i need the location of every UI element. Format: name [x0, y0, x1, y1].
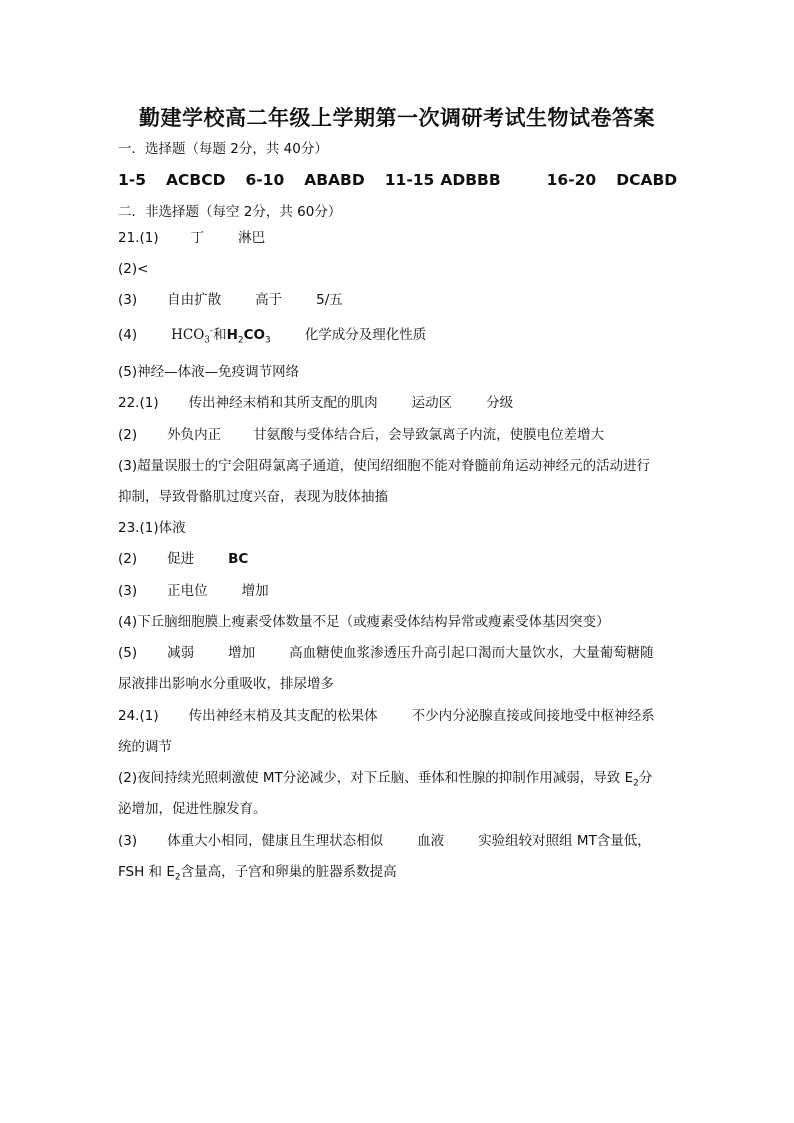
mc-answers: ADBBB — [440, 171, 501, 189]
answer-line: (2)< — [118, 261, 149, 277]
answer-text: 高于 — [255, 292, 283, 308]
answer-text: 分级 — [486, 395, 514, 411]
answer-text: 增加 — [241, 583, 269, 599]
answer-line — [118, 706, 655, 726]
answer-line — [118, 581, 269, 601]
question-number: (2) — [118, 427, 138, 443]
answer-text: 传出神经末梢和其所支配的肌肉 — [188, 395, 378, 411]
mc-answers: DCABD — [616, 171, 678, 189]
subscript: 2 — [633, 778, 639, 789]
question-number: 22.(1) — [118, 395, 159, 411]
mc-answers: ABABD — [304, 171, 365, 189]
question-number: (3) — [118, 292, 138, 308]
page-title: 勤建学校高二年级上学期第一次调研考试生物试卷答案 — [139, 106, 655, 130]
answer-line — [118, 549, 248, 569]
question-number: (3) — [118, 833, 138, 849]
formula-co: CO — [243, 327, 266, 343]
answer-line: (3)超量误服士的宁会阻碍氯离子通道，使闰绍细胞不能对脊髓前角运动神经元的活动进行 — [118, 458, 651, 474]
answer-text: 增加 — [228, 645, 256, 661]
answer-line — [118, 228, 265, 248]
mc-range: 6-10 — [245, 171, 285, 189]
answer-text: 运动区 — [411, 395, 453, 411]
subscript: 3 — [265, 335, 271, 346]
answer-text: 体重大小相同，健康且生理状态相似 — [167, 833, 384, 849]
answer-text: 化学成分及理化性质 — [304, 327, 427, 343]
answer-text: 高血糖使血浆渗透压升高引起口渴而大量饮水，大量葡萄糖随 — [289, 645, 654, 661]
answer-text: 淋巴 — [238, 230, 266, 246]
question-number: (5) — [118, 645, 138, 661]
answer-line — [118, 862, 397, 882]
mc-range: 16-20 — [546, 171, 597, 189]
answer-text: 正电位 — [167, 583, 208, 599]
section-2-heading: 二．非选择题（每空 2分，共 60分） — [118, 204, 342, 220]
mc-answer-row — [118, 170, 677, 190]
answer-line: 统的调节 — [118, 739, 172, 755]
question-number: (3) — [118, 583, 138, 599]
answer-line — [118, 831, 651, 851]
question-number: 21.(1) — [118, 230, 159, 246]
answer-text: 自由扩散 — [167, 292, 222, 308]
subscript: 2 — [174, 872, 181, 883]
answer-text: 甘氨酸与受体结合后，会导致氯离子内流，使膜电位差增大 — [253, 427, 605, 443]
question-number: (4) — [118, 327, 138, 343]
answer-line: 泌增加，促进性腺发育。 — [118, 801, 267, 817]
answer-line: (4)下丘脑细胞膜上瘦素受体数量不足（或瘦素受体结构异常或瘦素受体基因突变） — [118, 614, 610, 630]
answer-text: 分 — [638, 770, 653, 786]
answer-text: 促进 — [167, 551, 195, 567]
answer-text: 减弱 — [167, 645, 195, 661]
mc-range: 11-15 — [384, 171, 435, 189]
answer-line — [118, 290, 343, 310]
answer-text: 含量高，子宫和卵巢的脏器系数提高 — [180, 864, 397, 880]
answer-line: 尿液排出影响水分重吸收，排尿增多 — [118, 676, 334, 692]
formula-h: H — [226, 327, 238, 343]
question-number: (2) — [118, 551, 138, 567]
answer-text: 实验组较对照组 MT含量低， — [478, 833, 651, 849]
answer-text: 5/五 — [316, 292, 343, 308]
answer-line: 抑制，导致骨骼肌过度兴奋，表现为肢体抽搐 — [118, 489, 388, 505]
answer-line — [118, 643, 654, 663]
answer-line: 23.(1)体液 — [118, 520, 186, 536]
answer-text: 和 — [213, 327, 227, 343]
answer-text: BC — [228, 551, 249, 567]
answer-text: (2)夜间持续光照刺激使 MT分泌减少，对下丘脑、垂体和性腺的抑制作用减弱，导致 E — [118, 770, 634, 786]
mc-range: 1-5 — [118, 171, 147, 189]
answer-text: 外负内正 — [167, 427, 222, 443]
answer-line: (5)神经—体液—免疫调节网络 — [118, 364, 300, 380]
mc-answers: ACBCD — [166, 171, 226, 189]
answer-text: 血液 — [417, 833, 445, 849]
subscript: 3 — [204, 335, 211, 346]
formula-hco: HCO — [171, 327, 205, 343]
answer-line — [118, 768, 652, 788]
answer-text: 丁 — [190, 230, 205, 246]
superscript: - — [210, 326, 214, 337]
answer-text: 不少内分泌腺直接或间接地受中枢神经系 — [411, 708, 655, 724]
answer-line — [118, 425, 604, 445]
answer-text: FSH 和 E — [118, 864, 175, 880]
section-1-heading: 一．选择题（每题 2分，共 40分） — [118, 141, 328, 157]
subscript: 2 — [237, 335, 244, 346]
answer-line — [118, 325, 426, 345]
question-number: 24.(1) — [118, 708, 159, 724]
answer-line — [118, 393, 513, 413]
answer-text: 传出神经末梢及其支配的松果体 — [188, 708, 378, 724]
